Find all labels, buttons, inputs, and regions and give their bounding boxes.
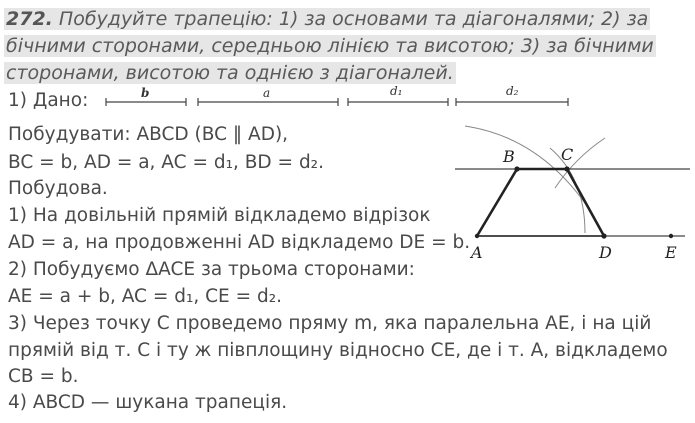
task-line-3-text: сторонами, висотою та однією з діагоналей. xyxy=(6,62,454,84)
given-segments xyxy=(0,86,695,112)
solution-line-10: CB = b. xyxy=(8,366,79,387)
given-prefix: 1) Дано: xyxy=(8,90,89,111)
task-number: 272. xyxy=(6,8,53,30)
solution-line-4: 1) На довільній прямій відкладемо відрізок xyxy=(8,205,431,226)
solution-line-5: AD = a, на продовженні AD відкладемо DE = b. xyxy=(8,232,471,253)
segment-b-label: b xyxy=(141,86,150,100)
label-c: C xyxy=(561,145,574,164)
construction-arc-1 xyxy=(465,126,595,218)
solution-line-3: Побудова. xyxy=(8,178,108,199)
segment-d1-label: d₁ xyxy=(390,84,403,98)
solution-line-6: 2) Побудуємо ΔACE за трьома сторонами: xyxy=(8,259,415,280)
solution-line-2: BC = b, AD = a, AC = d₁, BD = d₂. xyxy=(8,152,324,173)
solution-line-9: прямій від т. C і ту ж півплощину відносно CE, де і т. A, відкладемо xyxy=(8,340,668,361)
solution-line-8: 3) Через точку C проведемо пряму m, яка паралельна AE, і на цій xyxy=(8,313,652,334)
point-b xyxy=(514,166,519,171)
solution-line-7: AE = a + b, AC = d₁, CE = d₂. xyxy=(8,286,283,307)
task-line-2-text: бічними сторонами, середньою лінією та висотою; 3) за бічними xyxy=(6,35,654,57)
task-line-3 xyxy=(4,60,664,87)
solution-line-11: 4) ABCD — шукана трапеція. xyxy=(8,392,288,413)
segment-d2-label: d₂ xyxy=(506,84,519,98)
label-a: A xyxy=(471,243,483,262)
label-b: B xyxy=(503,147,515,166)
task-line-2 xyxy=(4,33,664,60)
task-line-1 xyxy=(4,6,664,33)
point-c xyxy=(564,166,569,171)
segment-a-label: a xyxy=(263,86,271,100)
point-e xyxy=(669,234,673,238)
solution-line-1: Побудувати: ABCD (BC ‖ AD), xyxy=(8,124,289,145)
trapezoid-figure xyxy=(455,118,695,268)
task-line-1-text: Побудуйте трапецію: 1) за основами та діагоналями; 2) за xyxy=(52,8,649,30)
label-d: D xyxy=(599,243,612,262)
point-a xyxy=(475,234,479,238)
side-ab xyxy=(477,169,517,236)
label-e: E xyxy=(665,243,677,262)
task-statement xyxy=(4,6,664,87)
point-d xyxy=(601,233,606,238)
side-cd xyxy=(567,169,604,236)
given-row xyxy=(0,86,695,112)
task-line-1-highlight xyxy=(4,8,650,30)
